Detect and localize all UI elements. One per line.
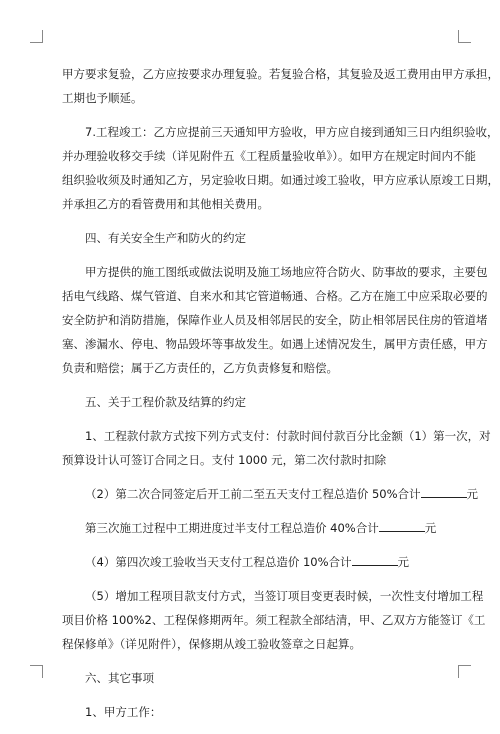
text-line: 括电气线路、煤气管道、自来水和其它管道畅通、合格。乙方在施工中应采取必要的 [62,289,488,303]
text-line: 甲方要求复验，乙方应按要求办理复验。若复验合格，其复验及返工费用由甲方承担， [62,67,499,81]
text-line: 甲方提供的施工图纸或做法说明及施工场地应符合防火、防事故的要求，主要包 [85,265,488,279]
text-line [62,516,438,540]
text-line: 1、甲方工作： [85,705,162,719]
text-line: 工期也予顺延。 [62,91,143,105]
crop-mark-bottom-left [30,665,43,678]
paragraph-payment-method [62,424,491,472]
crop-mark-top-left [30,30,43,43]
currency-unit: 元 [397,555,410,569]
paragraph-second-payment [62,482,479,506]
currency-unit: 元 [424,521,437,535]
heading-text: 四、有关安全生产和防火的约定 [85,231,246,245]
text-line: 1、工程款付款方式按下列方式支付：付款时间付款百分比金额（1）第一次，对 [85,429,491,443]
document-page [62,62,499,734]
amount-blank [421,484,467,498]
payment-text: 第三次施工过程中工期进度过半支付工程总造价 40%合计 [85,521,379,535]
crop-mark-bottom-right [458,665,471,678]
heading-text: 五、关于工程价款及结算的约定 [85,395,246,409]
section-heading-payment [62,390,438,414]
paragraph-additional-items [62,584,486,656]
text-line: 7.工程竣工：乙方应提前三天通知甲方验收，甲方应自接到通知三日内组织验收， [85,125,499,139]
paragraph-fourth-payment [62,550,438,574]
paragraph-reinspection [62,62,499,110]
text-line: 负责和赔偿；属于乙方责任的，乙方负责修复和赔偿。 [62,361,338,375]
payment-text: （2）第二次合同签定后开工前二至五天支付工程总造价 50%合计 [85,487,421,501]
text-line: 组织验收须及时通知乙方，另定验收日期。如通过竣工验收，甲方应承认原竣工日期， [62,173,499,187]
text-line [62,550,438,574]
text-line: （5）增加工程项目款支付方式，当签订项目变更表时候，一次性支付增加工程 [85,589,484,603]
text-line: 项目价格 100%2、工程保修期两年。须工程款全部结清，甲、乙双方方能签订《工 [62,613,486,627]
paragraph-third-payment [62,516,438,540]
text-line: 并承担乙方的看管费用和其他相关费用。 [62,197,269,211]
amount-blank [379,518,425,532]
heading-text: 六、其它事项 [85,671,154,685]
crop-mark-top-right [458,30,471,43]
payment-text: （4）第四次竣工验收当天支付工程总造价 10%合计 [85,555,352,569]
text-line [62,482,479,506]
paragraph-project-completion [62,120,499,216]
text-line: 预算设计认可签订合同之日。支付 1000 元，第二次付款时扣除 [62,453,387,467]
paragraph-safety-fire [62,260,488,380]
currency-unit: 元 [466,487,479,501]
text-line: 塞、渗漏水、停电、物品毁坏等事故发生。如遇上述情况发生，属甲方责任感，甲方 [62,337,488,351]
section-heading-other [62,666,438,690]
paragraph-party-a-work [62,700,438,724]
text-line: 并办理验收移交手续（详见附件五《工程质量验收单》）。如甲方在规定时间内不能 [62,149,476,163]
text-line: 程保修单》（详见附件），保修期从竣工验收签章之日起算。 [62,637,361,651]
section-heading-safety [62,226,438,250]
amount-blank [352,552,398,566]
text-line: 安全防护和消防措施，保障作业人员及相邻居民的安全，防止相邻居民住房的管道堵 [62,313,488,327]
